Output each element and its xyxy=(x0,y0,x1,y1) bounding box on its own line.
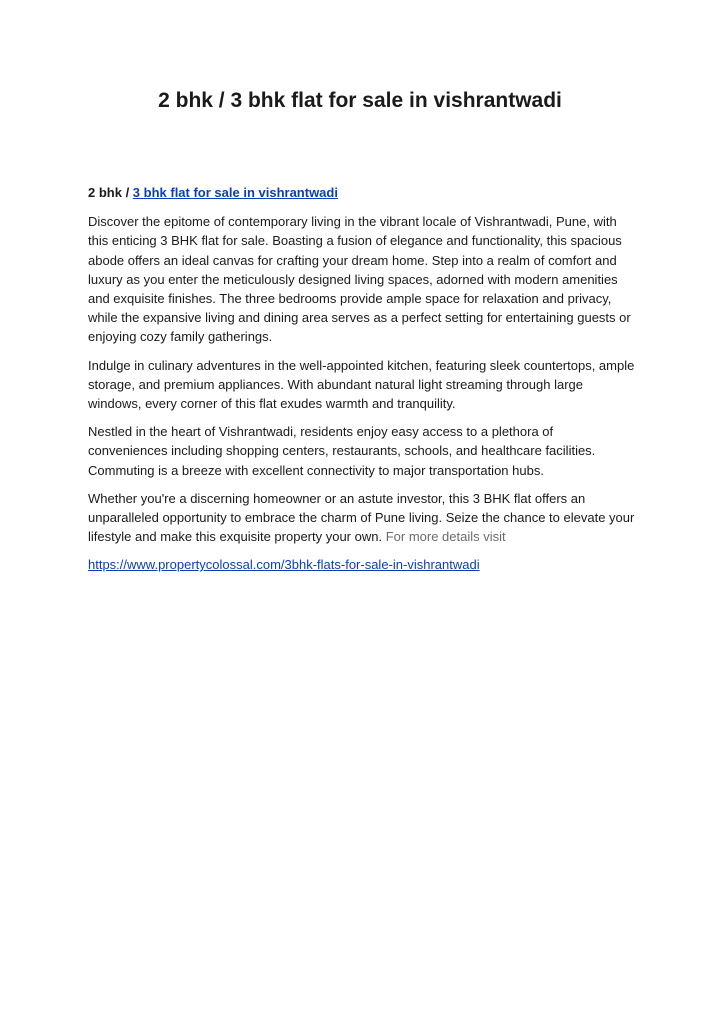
url-paragraph xyxy=(88,555,636,574)
subheading-prefix: 2 bhk / xyxy=(88,185,133,200)
subheading xyxy=(88,183,636,202)
property-url-link[interactable]: https://www.propertycolossal.com/3bhk-flats-for-sale-in-vishrantwadi xyxy=(88,557,480,573)
page-title: 2 bhk / 3 bhk flat for sale in vishrantwadi xyxy=(158,89,562,112)
document-body xyxy=(88,183,636,584)
paragraph-location: Nestled in the heart of Vishrantwadi, residents enjoy easy access to a plethora of conveniences including shopping centers, restaurants, schools, and healthcare facilities. Commuting is a breeze with excellent connectivity to major transportation hubs. xyxy=(88,424,596,478)
paragraph-kitchen: Indulge in culinary adventures in the well-appointed kitchen, featuring sleek countertops, ample storage, and premium appliances. With abundant natural light streaming through large windows, every corner of this flat exudes warmth and tranquility. xyxy=(88,357,635,412)
more-details-text: For more details visit xyxy=(385,529,506,545)
closing-text: Whether you're a discerning homeowner or an astute investor, this 3 BHK flat offers an unparalleled opportunity to embrace the charm of Pune living. Seize the chance to elevate your lifestyle and make this exquisite property your own. xyxy=(88,490,635,545)
paragraph-intro: Discover the epitome of contemporary living in the vibrant locale of Vishrantwadi, Pune, with this enticing 3 BHK flat for sale. Boasting a fusion of elegance and functionality, this spacious abode offers an ideal canvas for crafting your dream home. Step into a realm of comfort and luxury as you enter the meticulously designed living spaces, adorned with modern amenities and exquisite finishes. The three bedrooms provide ample space for relaxation and privacy, while the expansive living and dining area serves as a perfect setting for entertaining guests or enjoying cozy family gatherings. xyxy=(88,214,631,345)
paragraph-closing xyxy=(88,489,636,547)
subheading-link[interactable]: 3 bhk flat for sale in vishrantwadi xyxy=(132,185,338,200)
